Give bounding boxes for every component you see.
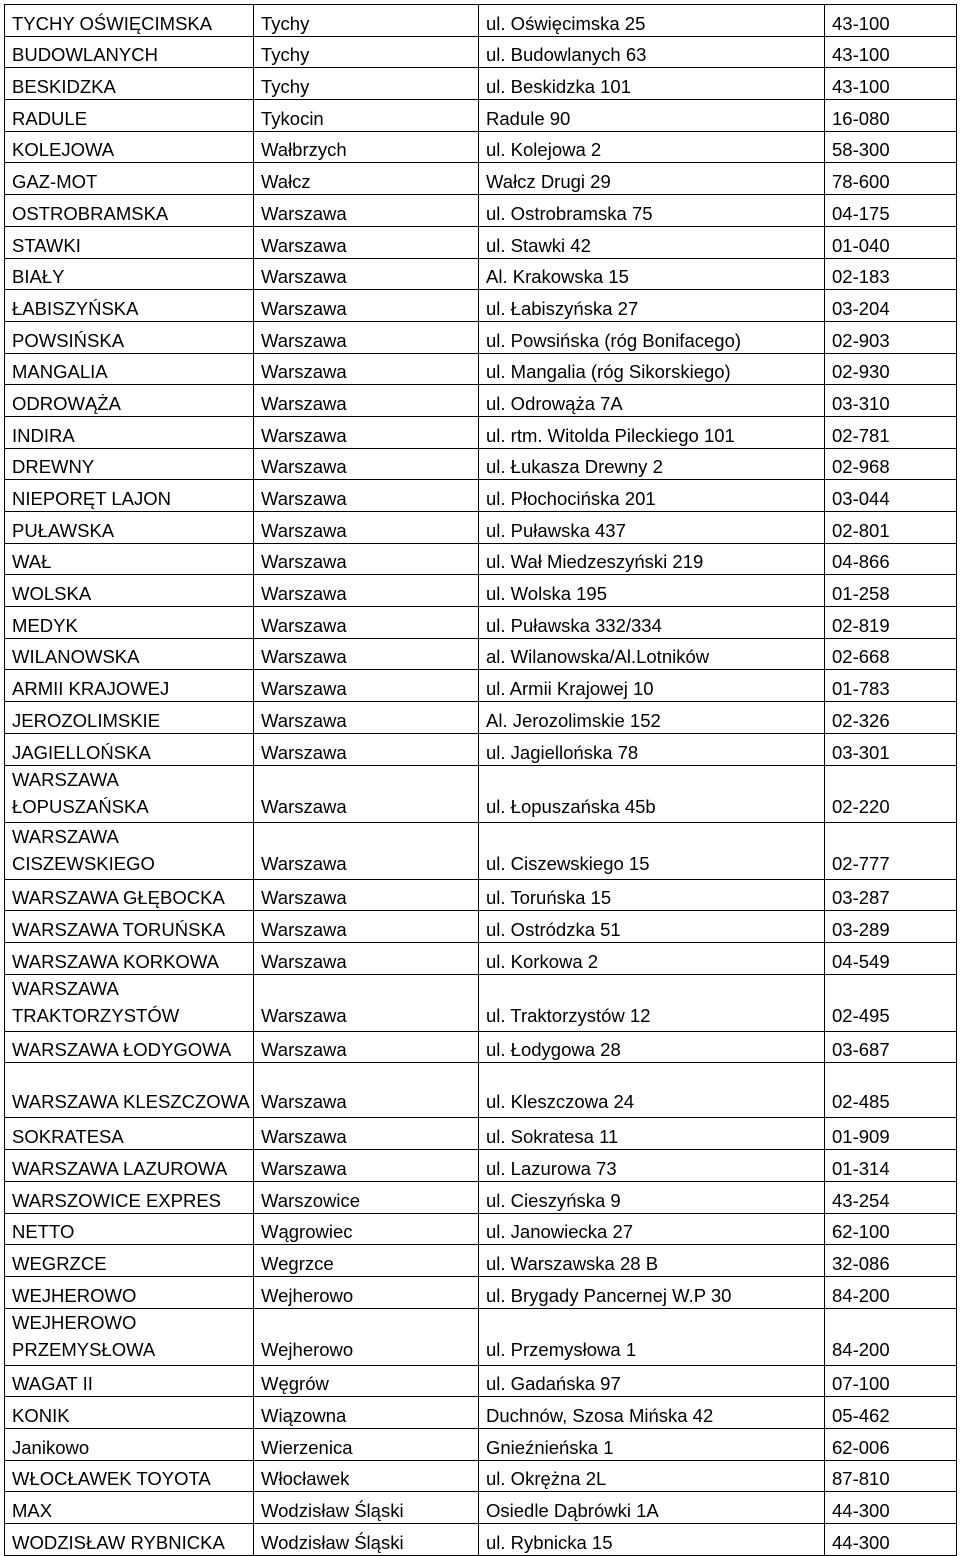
table-row <box>5 163 957 195</box>
table-row <box>5 195 957 227</box>
postal-code-cell: 02-220 <box>825 765 957 822</box>
table-row <box>5 1150 957 1182</box>
station-name-cell: WARSZAWA TORUŃSKA <box>5 911 254 943</box>
postal-code-cell: 02-326 <box>825 702 957 734</box>
city-cell: Warszawa <box>254 385 479 417</box>
station-name-cell: WOLSKA <box>5 575 254 607</box>
station-name-cell: WEGRZCE <box>5 1245 254 1277</box>
table-row <box>5 512 957 544</box>
address-cell: ul. Gadańska 97 <box>479 1365 825 1397</box>
city-cell: Warszawa <box>254 670 479 702</box>
address-cell: ul. Powsińska (róg Bonifacego) <box>479 321 825 353</box>
table-row <box>5 36 957 68</box>
address-cell: ul. Beskidzka 101 <box>479 68 825 100</box>
city-cell: Warszawa <box>254 290 479 322</box>
table-row <box>5 638 957 670</box>
city-cell: Warszawa <box>254 1063 479 1118</box>
postal-code-cell: 43-100 <box>825 36 957 68</box>
postal-code-cell: 04-866 <box>825 543 957 575</box>
address-cell: ul. Ostródzka 51 <box>479 911 825 943</box>
station-name-cell: WARSZAWA KLESZCZOWA <box>5 1063 254 1118</box>
postal-code-cell: 84-200 <box>825 1276 957 1308</box>
address-cell: ul. Jagiellońska 78 <box>479 733 825 765</box>
table-row <box>5 258 957 290</box>
station-name-cell: WARSZAWA LAZUROWA <box>5 1150 254 1182</box>
city-cell: Warszawa <box>254 480 479 512</box>
station-name-cell: RADULE <box>5 100 254 132</box>
postal-code-cell: 32-086 <box>825 1245 957 1277</box>
station-name-cell: KONIK <box>5 1397 254 1429</box>
city-cell: Warszawa <box>254 1150 479 1182</box>
table-row <box>5 100 957 132</box>
station-name-cell: WARSZOWICE EXPRES <box>5 1181 254 1213</box>
address-cell: ul. Ciszewskiego 15 <box>479 822 825 879</box>
station-name-cell: WODZISŁAW RYBNICKA <box>5 1524 254 1556</box>
postal-code-cell: 02-930 <box>825 353 957 385</box>
stations-table-body <box>5 5 957 1556</box>
address-cell: ul. Korkowa 2 <box>479 942 825 974</box>
stations-table <box>4 4 957 1556</box>
city-cell: Tykocin <box>254 100 479 132</box>
table-row <box>5 131 957 163</box>
city-cell: Węgrów <box>254 1365 479 1397</box>
table-row <box>5 1276 957 1308</box>
city-cell: Wiązowna <box>254 1397 479 1429</box>
station-name-cell: WARSZAWA ŁOPUSZAŃSKA <box>5 765 254 822</box>
table-row <box>5 607 957 639</box>
postal-code-cell: 02-903 <box>825 321 957 353</box>
postal-code-cell: 01-909 <box>825 1118 957 1150</box>
postal-code-cell: 03-287 <box>825 879 957 911</box>
city-cell: Warszawa <box>254 879 479 911</box>
station-name-cell: DREWNY <box>5 448 254 480</box>
station-name-cell: JAGIELLOŃSKA <box>5 733 254 765</box>
table-row <box>5 765 957 822</box>
table-row <box>5 68 957 100</box>
city-cell: Wejherowo <box>254 1308 479 1365</box>
address-cell: ul. Sokratesa 11 <box>479 1118 825 1150</box>
city-cell: Warszawa <box>254 638 479 670</box>
address-cell: Radule 90 <box>479 100 825 132</box>
station-name-cell: STAWKI <box>5 226 254 258</box>
table-row <box>5 733 957 765</box>
table-row <box>5 448 957 480</box>
postal-code-cell: 43-100 <box>825 5 957 37</box>
address-cell: ul. Puławska 332/334 <box>479 607 825 639</box>
table-row <box>5 1245 957 1277</box>
address-cell: ul. Kleszczowa 24 <box>479 1063 825 1118</box>
address-cell: ul. Łukasza Drewny 2 <box>479 448 825 480</box>
station-name-cell: WARSZAWA KORKOWA <box>5 942 254 974</box>
address-cell: ul. Budowlanych 63 <box>479 36 825 68</box>
station-name-cell: TYCHY OŚWIĘCIMSKA <box>5 5 254 37</box>
station-name-cell: WAŁ <box>5 543 254 575</box>
table-row <box>5 385 957 417</box>
table-row <box>5 911 957 943</box>
city-cell: Wegrzce <box>254 1245 479 1277</box>
postal-code-cell: 62-100 <box>825 1213 957 1245</box>
table-row <box>5 1460 957 1492</box>
table-row <box>5 1063 957 1118</box>
address-cell: ul. Warszawska 28 B <box>479 1245 825 1277</box>
city-cell: Wodzisław Śląski <box>254 1492 479 1524</box>
station-name-cell: ŁABISZYŃSKA <box>5 290 254 322</box>
city-cell: Warszawa <box>254 258 479 290</box>
address-cell: ul. Łabiszyńska 27 <box>479 290 825 322</box>
city-cell: Warszawa <box>254 822 479 879</box>
postal-code-cell: 84-200 <box>825 1308 957 1365</box>
postal-code-cell: 03-044 <box>825 480 957 512</box>
address-cell: ul. Cieszyńska 9 <box>479 1181 825 1213</box>
postal-code-cell: 01-783 <box>825 670 957 702</box>
station-name-cell: KOLEJOWA <box>5 131 254 163</box>
postal-code-cell: 62-006 <box>825 1428 957 1460</box>
address-cell: ul. Wał Miedzeszyński 219 <box>479 543 825 575</box>
station-name-cell: WARSZAWA GŁĘBOCKA <box>5 879 254 911</box>
station-name-cell: INDIRA <box>5 416 254 448</box>
station-name-cell: BUDOWLANYCH <box>5 36 254 68</box>
table-row <box>5 1031 957 1063</box>
city-cell: Warszawa <box>254 543 479 575</box>
table-row <box>5 670 957 702</box>
postal-code-cell: 05-462 <box>825 1397 957 1429</box>
table-row <box>5 321 957 353</box>
postal-code-cell: 43-100 <box>825 68 957 100</box>
address-cell: ul. Łodygowa 28 <box>479 1031 825 1063</box>
city-cell: Warszawa <box>254 607 479 639</box>
address-cell: ul. Kolejowa 2 <box>479 131 825 163</box>
station-name-cell: WILANOWSKA <box>5 638 254 670</box>
postal-code-cell: 02-183 <box>825 258 957 290</box>
city-cell: Wejherowo <box>254 1276 479 1308</box>
station-name-cell: WARSZAWA CISZEWSKIEGO <box>5 822 254 879</box>
station-name-cell: MEDYK <box>5 607 254 639</box>
station-name-cell: BIAŁY <box>5 258 254 290</box>
postal-code-cell: 58-300 <box>825 131 957 163</box>
table-row <box>5 702 957 734</box>
city-cell: Wągrowiec <box>254 1213 479 1245</box>
city-cell: Wałcz <box>254 163 479 195</box>
station-name-cell: MANGALIA <box>5 353 254 385</box>
postal-code-cell: 03-301 <box>825 733 957 765</box>
city-cell: Warszawa <box>254 321 479 353</box>
postal-code-cell: 01-314 <box>825 1150 957 1182</box>
table-row <box>5 1492 957 1524</box>
postal-code-cell: 02-495 <box>825 974 957 1031</box>
address-cell: ul. Oświęcimska 25 <box>479 5 825 37</box>
address-cell: Osiedle Dąbrówki 1A <box>479 1492 825 1524</box>
station-name-cell: WŁOCŁAWEK TOYOTA <box>5 1460 254 1492</box>
address-cell: ul. Mangalia (róg Sikorskiego) <box>479 353 825 385</box>
station-name-cell: WARSZAWA TRAKTORZYSTÓW <box>5 974 254 1031</box>
station-name-cell: ARMII KRAJOWEJ <box>5 670 254 702</box>
postal-code-cell: 03-289 <box>825 911 957 943</box>
city-cell: Tychy <box>254 68 479 100</box>
table-row <box>5 1524 957 1556</box>
table-row <box>5 1397 957 1429</box>
postal-code-cell: 44-300 <box>825 1492 957 1524</box>
city-cell: Wierzenica <box>254 1428 479 1460</box>
address-cell: ul. Lazurowa 73 <box>479 1150 825 1182</box>
station-name-cell: ODROWĄŻA <box>5 385 254 417</box>
address-cell: Al. Krakowska 15 <box>479 258 825 290</box>
city-cell: Tychy <box>254 5 479 37</box>
address-cell: ul. Okrężna 2L <box>479 1460 825 1492</box>
city-cell: Warszowice <box>254 1181 479 1213</box>
address-cell: ul. Armii Krajowej 10 <box>479 670 825 702</box>
address-cell: Al. Jerozolimskie 152 <box>479 702 825 734</box>
table-row <box>5 290 957 322</box>
table-row <box>5 974 957 1031</box>
station-name-cell: NETTO <box>5 1213 254 1245</box>
table-row <box>5 543 957 575</box>
table-row <box>5 575 957 607</box>
table-row <box>5 1181 957 1213</box>
address-cell: ul. Odrowąża 7A <box>479 385 825 417</box>
table-row <box>5 353 957 385</box>
postal-code-cell: 78-600 <box>825 163 957 195</box>
city-cell: Warszawa <box>254 765 479 822</box>
city-cell: Warszawa <box>254 974 479 1031</box>
city-cell: Tychy <box>254 36 479 68</box>
table-row <box>5 480 957 512</box>
postal-code-cell: 02-968 <box>825 448 957 480</box>
city-cell: Warszawa <box>254 702 479 734</box>
table-row <box>5 879 957 911</box>
postal-code-cell: 01-040 <box>825 226 957 258</box>
city-cell: Warszawa <box>254 1031 479 1063</box>
address-cell: ul. Brygady Pancernej W.P 30 <box>479 1276 825 1308</box>
postal-code-cell: 07-100 <box>825 1365 957 1397</box>
station-name-cell: WAGAT II <box>5 1365 254 1397</box>
station-name-cell: MAX <box>5 1492 254 1524</box>
postal-code-cell: 02-668 <box>825 638 957 670</box>
address-cell: ul. Płochocińska 201 <box>479 480 825 512</box>
table-row <box>5 226 957 258</box>
address-cell: ul. Rybnicka 15 <box>479 1524 825 1556</box>
station-name-cell: Janikowo <box>5 1428 254 1460</box>
table-row <box>5 1365 957 1397</box>
postal-code-cell: 87-810 <box>825 1460 957 1492</box>
city-cell: Warszawa <box>254 1118 479 1150</box>
station-name-cell: WARSZAWA ŁODYGOWA <box>5 1031 254 1063</box>
station-name-cell: NIEPORĘT LAJON <box>5 480 254 512</box>
address-cell: ul. Łopuszańska 45b <box>479 765 825 822</box>
postal-code-cell: 44-300 <box>825 1524 957 1556</box>
address-cell: ul. rtm. Witolda Pileckiego 101 <box>479 416 825 448</box>
city-cell: Warszawa <box>254 942 479 974</box>
postal-code-cell: 03-687 <box>825 1031 957 1063</box>
city-cell: Warszawa <box>254 512 479 544</box>
postal-code-cell: 03-310 <box>825 385 957 417</box>
city-cell: Włocławek <box>254 1460 479 1492</box>
station-name-cell: POWSIŃSKA <box>5 321 254 353</box>
table-row <box>5 1118 957 1150</box>
station-name-cell: SOKRATESA <box>5 1118 254 1150</box>
postal-code-cell: 02-819 <box>825 607 957 639</box>
address-cell: ul. Przemysłowa 1 <box>479 1308 825 1365</box>
table-row <box>5 942 957 974</box>
station-name-cell: JEROZOLIMSKIE <box>5 702 254 734</box>
address-cell: ul. Wolska 195 <box>479 575 825 607</box>
address-cell: ul. Ostrobramska 75 <box>479 195 825 227</box>
address-cell: ul. Toruńska 15 <box>479 879 825 911</box>
table-row <box>5 416 957 448</box>
city-cell: Warszawa <box>254 195 479 227</box>
address-cell: Wałcz Drugi 29 <box>479 163 825 195</box>
table-row <box>5 1428 957 1460</box>
postal-code-cell: 02-777 <box>825 822 957 879</box>
table-row <box>5 822 957 879</box>
postal-code-cell: 01-258 <box>825 575 957 607</box>
postal-code-cell: 02-801 <box>825 512 957 544</box>
table-row <box>5 1213 957 1245</box>
postal-code-cell: 02-781 <box>825 416 957 448</box>
address-cell: ul. Janowiecka 27 <box>479 1213 825 1245</box>
address-cell: ul. Puławska 437 <box>479 512 825 544</box>
address-cell: Gnieźnieńska 1 <box>479 1428 825 1460</box>
address-cell: ul. Stawki 42 <box>479 226 825 258</box>
station-name-cell: BESKIDZKA <box>5 68 254 100</box>
postal-code-cell: 43-254 <box>825 1181 957 1213</box>
city-cell: Warszawa <box>254 575 479 607</box>
table-row <box>5 1308 957 1365</box>
city-cell: Wodzisław Śląski <box>254 1524 479 1556</box>
address-cell: Duchnów, Szosa Mińska 42 <box>479 1397 825 1429</box>
city-cell: Warszawa <box>254 226 479 258</box>
station-name-cell: WEJHEROWO PRZEMYSŁOWA <box>5 1308 254 1365</box>
station-name-cell: OSTROBRAMSKA <box>5 195 254 227</box>
city-cell: Warszawa <box>254 353 479 385</box>
postal-code-cell: 04-549 <box>825 942 957 974</box>
station-name-cell: GAZ-MOT <box>5 163 254 195</box>
station-name-cell: WEJHEROWO <box>5 1276 254 1308</box>
postal-code-cell: 03-204 <box>825 290 957 322</box>
city-cell: Wałbrzych <box>254 131 479 163</box>
address-cell: ul. Traktorzystów 12 <box>479 974 825 1031</box>
postal-code-cell: 04-175 <box>825 195 957 227</box>
city-cell: Warszawa <box>254 911 479 943</box>
city-cell: Warszawa <box>254 448 479 480</box>
postal-code-cell: 16-080 <box>825 100 957 132</box>
address-cell: al. Wilanowska/Al.Lotników <box>479 638 825 670</box>
table-row <box>5 5 957 37</box>
station-name-cell: PUŁAWSKA <box>5 512 254 544</box>
city-cell: Warszawa <box>254 416 479 448</box>
postal-code-cell: 02-485 <box>825 1063 957 1118</box>
city-cell: Warszawa <box>254 733 479 765</box>
